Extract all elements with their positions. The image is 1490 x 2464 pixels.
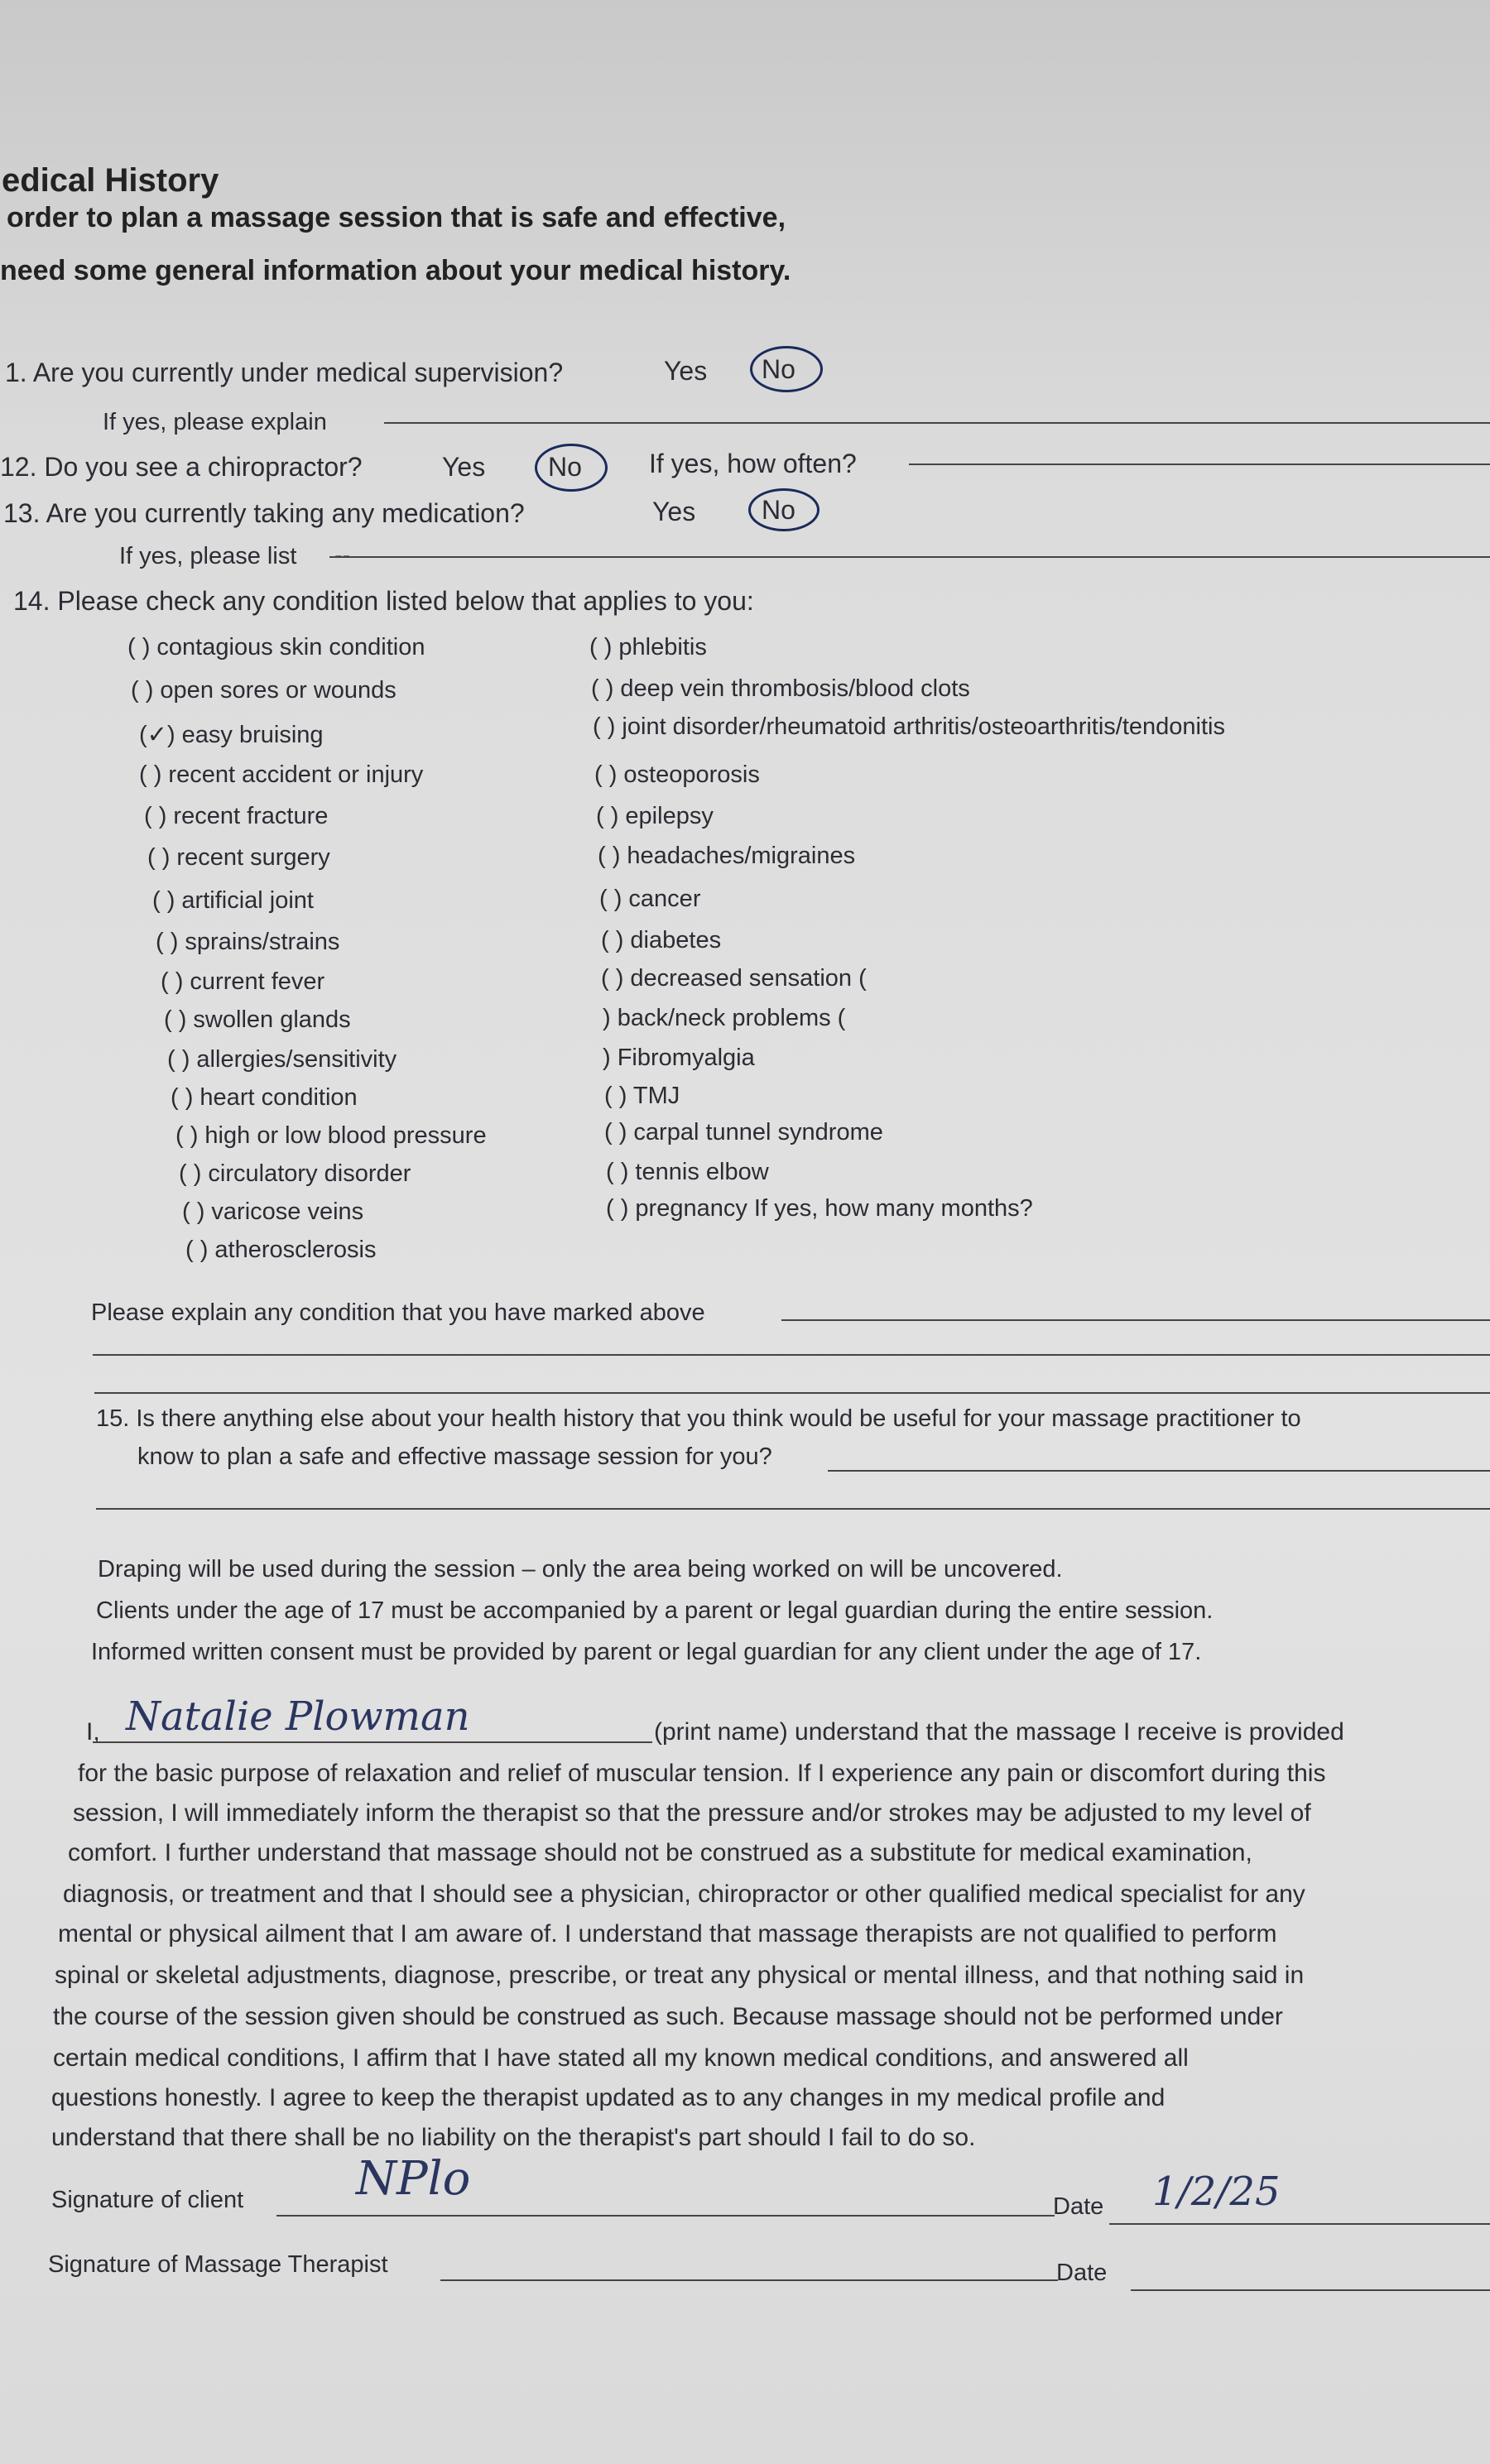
client-signature-handwritten: NPlo	[356, 2152, 471, 2206]
q15-answer-line[interactable]	[828, 1470, 1490, 1472]
condition-item[interactable]: ( ) circulatory disorder	[179, 1160, 411, 1187]
condition-item[interactable]: ( ) headaches/migraines	[598, 843, 856, 869]
condition-item[interactable]: ( ) cancer	[599, 886, 701, 912]
condition-item[interactable]: ( ) decreased sensation (	[601, 965, 867, 992]
q12-often-line[interactable]	[909, 464, 1490, 465]
answer-circle-mark	[535, 444, 608, 492]
q11-explain-line[interactable]	[384, 422, 1490, 424]
condition-item[interactable]: ( ) high or low blood pressure	[175, 1122, 487, 1149]
condition-item[interactable]: ( ) atherosclerosis	[185, 1237, 377, 1263]
client-date-handwritten: 1/2/25	[1152, 2169, 1281, 2215]
consent-line: comfort. I further understand that massage should not be construed as a substitute for medical examination,	[68, 1839, 1252, 1866]
condition-item[interactable]: ( ) open sores or wounds	[131, 677, 397, 704]
therapist-date-line[interactable]	[1131, 2289, 1490, 2291]
consent-prefix: I,	[86, 1718, 100, 1746]
condition-item[interactable]: ( ) recent fracture	[144, 803, 329, 829]
q13-yes[interactable]: Yes	[652, 497, 696, 526]
q15-answer-line-2[interactable]	[96, 1508, 1490, 1510]
answer-circle-mark	[750, 346, 823, 392]
condition-item[interactable]: ( ) phlebitis	[589, 634, 707, 660]
print-name-line[interactable]	[93, 1741, 652, 1743]
q13-list-line[interactable]	[329, 556, 1490, 558]
q14-text: 14. Please check any condition listed below that applies to you:	[13, 586, 754, 616]
condition-item[interactable]: ( ) sprains/strains	[156, 929, 340, 955]
q11-yes[interactable]: Yes	[664, 356, 708, 386]
condition-item[interactable]: ( ) artificial joint	[152, 887, 314, 914]
condition-item[interactable]: ( ) joint disorder/rheumatoid arthritis/osteoarthritis/tendonitis	[593, 713, 1225, 740]
q13-list-label: If yes, please list	[119, 543, 297, 569]
q13-text: 13. Are you currently taking any medication?	[3, 498, 525, 528]
consent-line: questions honestly. I agree to keep the therapist updated as to any changes in my medical profile and	[51, 2084, 1166, 2111]
condition-item[interactable]: ) Fibromyalgia	[603, 1045, 755, 1071]
client-signature-line[interactable]	[276, 2215, 1055, 2217]
condition-item[interactable]: ( ) allergies/sensitivity	[167, 1046, 397, 1073]
notice-line-1: Draping will be used during the session – only the area being worked on will be uncovered.	[98, 1556, 1063, 1583]
consent-line: the course of the session given should be construed as such. Because massage should not be performed under	[53, 2003, 1283, 2030]
intro-line-2: need some general information about your medical history.	[0, 255, 791, 286]
therapist-signature-label: Signature of Massage Therapist	[48, 2251, 388, 2278]
condition-item-checked[interactable]: (✓) easy bruising	[139, 722, 324, 748]
condition-item[interactable]: ( ) diabetes	[601, 927, 722, 953]
q15-line-1: 15. Is there anything else about your health history that you think would be useful for your massage practitioner to	[96, 1405, 1301, 1432]
condition-item[interactable]: ( ) current fever	[161, 968, 325, 995]
q11-text: 1. Are you currently under medical supervision?	[5, 358, 564, 387]
print-name-handwritten: Natalie Plowman	[126, 1693, 470, 1740]
q14-explain-label: Please explain any condition that you have marked above	[91, 1299, 705, 1326]
answer-circle-mark	[748, 488, 820, 531]
q13-no[interactable]: No	[762, 495, 795, 525]
q12-text: 12. Do you see a chiropractor?	[0, 452, 363, 482]
notice-line-3: Informed written consent must be provided by parent or legal guardian for any client under the age of 17.	[91, 1639, 1202, 1665]
q13-list-answer: --	[334, 541, 350, 569]
consent-line: certain medical conditions, I affirm that I have stated all my known medical conditions, and answered all	[53, 2044, 1189, 2072]
condition-item[interactable]: ( ) epilepsy	[596, 803, 714, 829]
client-signature-label: Signature of client	[51, 2187, 244, 2213]
q12-no[interactable]: No	[548, 452, 582, 482]
condition-item[interactable]: ( ) tennis elbow	[606, 1159, 769, 1185]
condition-item[interactable]: ( ) recent surgery	[147, 844, 330, 871]
intro-line-1: order to plan a massage session that is safe and effective,	[7, 202, 786, 233]
condition-item[interactable]: ( ) TMJ	[604, 1083, 680, 1109]
consent-line: diagnosis, or treatment and that I should see a physician, chiropractor or other qualified medical specialist for any	[63, 1880, 1305, 1908]
condition-item[interactable]: ( ) pregnancy If yes, how many months?	[606, 1195, 1033, 1222]
client-date-line[interactable]	[1109, 2223, 1490, 2225]
condition-item[interactable]: ( ) contagious skin condition	[127, 634, 425, 660]
condition-item[interactable]: ( ) swollen glands	[164, 1006, 351, 1033]
condition-item[interactable]: ( ) heart condition	[171, 1084, 358, 1111]
q14-explain-line-3[interactable]	[94, 1392, 1490, 1394]
q11-no[interactable]: No	[762, 354, 795, 384]
condition-item[interactable]: ) back/neck problems (	[603, 1005, 846, 1031]
q11-explain-label: If yes, please explain	[103, 409, 327, 435]
client-date-label: Date	[1053, 2193, 1104, 2220]
therapist-signature-line[interactable]	[440, 2279, 1058, 2281]
condition-item[interactable]: ( ) carpal tunnel syndrome	[604, 1119, 883, 1146]
condition-item[interactable]: ( ) deep vein thrombosis/blood clots	[591, 675, 970, 702]
condition-item[interactable]: ( ) varicose veins	[182, 1198, 364, 1225]
consent-line-0: (print name) understand that the massage I receive is provided	[654, 1718, 1344, 1746]
q15-line-2: know to plan a safe and effective massage session for you?	[137, 1443, 772, 1470]
consent-line: session, I will immediately inform the therapist so that the pressure and/or strokes may be adjusted to my level of	[73, 1799, 1311, 1827]
consent-line: spinal or skeletal adjustments, diagnose, prescribe, or treat any physical or mental illness, and that nothing said in	[55, 1962, 1305, 1989]
condition-item[interactable]: ( ) osteoporosis	[594, 761, 760, 788]
consent-line: understand that there shall be no liability on the therapist's part should I fail to do so.	[51, 2124, 976, 2151]
notice-line-2: Clients under the age of 17 must be accompanied by a parent or legal guardian during the entire session.	[96, 1597, 1214, 1624]
q12-often-label: If yes, how often?	[649, 449, 857, 478]
condition-item[interactable]: ( ) recent accident or injury	[139, 761, 424, 788]
q14-explain-line-2[interactable]	[93, 1354, 1490, 1356]
q14-explain-line[interactable]	[781, 1319, 1490, 1321]
form-title: edical History	[2, 162, 219, 199]
consent-line: mental or physical ailment that I am aware of. I understand that massage therapists are not qualified to perform	[58, 1920, 1277, 1948]
consent-line: for the basic purpose of relaxation and relief of muscular tension. If I experience any pain or discomfort during this	[78, 1760, 1326, 1787]
therapist-date-label: Date	[1056, 2260, 1108, 2286]
q12-yes[interactable]: Yes	[442, 452, 486, 482]
